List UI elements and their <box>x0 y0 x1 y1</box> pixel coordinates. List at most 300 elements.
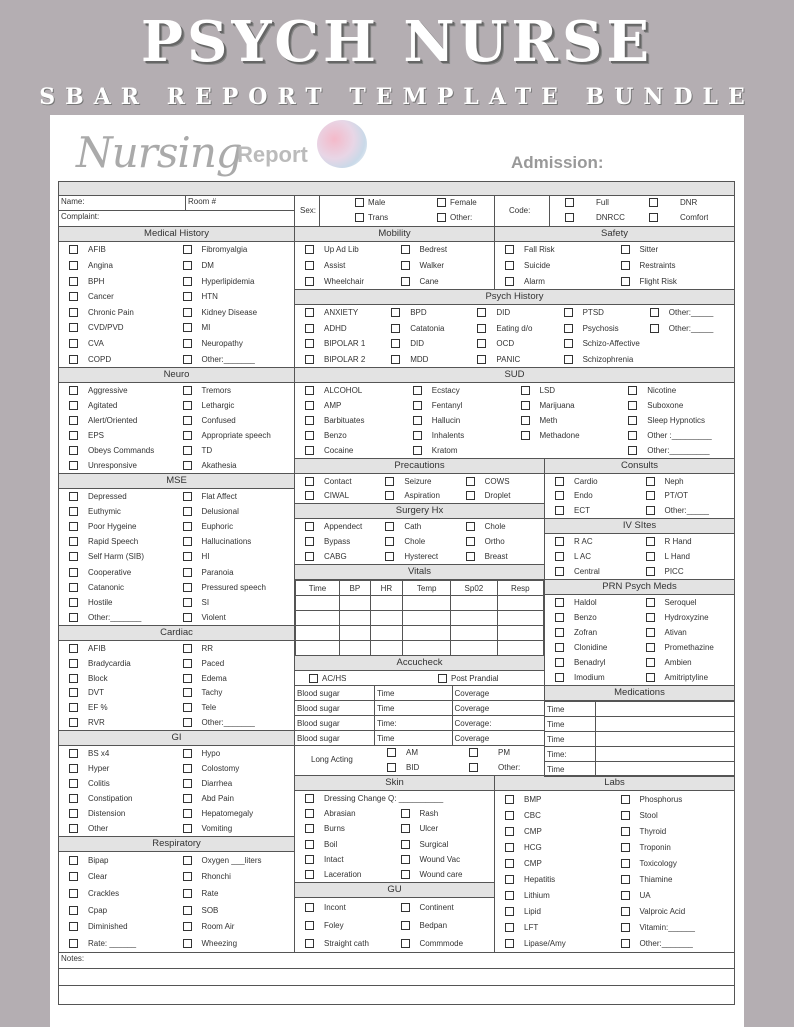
checkbox-item[interactable] <box>177 656 291 671</box>
checkbox-item[interactable] <box>299 852 395 867</box>
checkbox[interactable] <box>305 416 314 425</box>
checkbox-item[interactable] <box>177 413 291 428</box>
blood-sugar-cell[interactable]: Time <box>375 731 453 746</box>
checkbox[interactable] <box>555 552 564 561</box>
checkbox-item[interactable] <box>615 888 731 904</box>
checkbox-item[interactable] <box>640 474 731 489</box>
long-acting-bid[interactable] <box>387 763 419 772</box>
checkbox-item[interactable] <box>63 398 177 413</box>
checkbox-item[interactable] <box>177 565 291 580</box>
checkbox-item[interactable] <box>615 258 731 274</box>
checkbox[interactable] <box>183 598 192 607</box>
checkbox-item[interactable] <box>640 625 731 640</box>
checkbox[interactable] <box>555 643 564 652</box>
checkbox-item[interactable] <box>177 685 291 700</box>
blood-sugar-cell[interactable]: Blood sugar <box>295 716 375 731</box>
checkbox-item[interactable] <box>515 383 623 398</box>
checkbox-item[interactable] <box>558 321 644 337</box>
checkbox-item[interactable] <box>63 305 177 321</box>
checkbox[interactable] <box>183 492 192 501</box>
checkbox[interactable] <box>69 703 78 712</box>
checkbox-item[interactable] <box>299 489 379 504</box>
checkbox[interactable] <box>565 213 574 222</box>
checkbox[interactable] <box>564 324 573 333</box>
checkbox[interactable] <box>628 431 637 440</box>
checkbox[interactable] <box>621 245 630 254</box>
vitals-cell[interactable] <box>296 611 340 626</box>
checkbox[interactable] <box>646 537 655 546</box>
checkbox-item[interactable] <box>63 806 177 821</box>
code-dnrcc[interactable] <box>565 213 625 222</box>
checkbox-item[interactable] <box>640 670 731 685</box>
checkbox[interactable] <box>305 477 314 486</box>
checkbox[interactable] <box>477 355 486 364</box>
checkbox[interactable] <box>69 872 78 881</box>
checkbox[interactable] <box>649 213 658 222</box>
medication-time[interactable]: Time <box>545 732 596 747</box>
checkbox[interactable] <box>69 507 78 516</box>
sex-other[interactable] <box>437 213 472 222</box>
blood-sugar-cell[interactable]: Blood sugar <box>295 731 375 746</box>
checkbox-item[interactable] <box>177 320 291 336</box>
checkbox-item[interactable] <box>63 428 177 443</box>
checkbox-item[interactable] <box>299 867 395 882</box>
checkbox-item[interactable] <box>395 916 491 934</box>
checkbox[interactable] <box>69 492 78 501</box>
checkbox[interactable] <box>466 552 475 561</box>
checkbox[interactable] <box>437 198 446 207</box>
checkbox-item[interactable] <box>177 610 291 625</box>
checkbox[interactable] <box>69 749 78 758</box>
checkbox[interactable] <box>183 386 192 395</box>
checkbox[interactable] <box>391 339 400 348</box>
checkbox-item[interactable] <box>499 258 615 274</box>
checkbox-item[interactable] <box>640 655 731 670</box>
checkbox-item[interactable] <box>385 352 471 368</box>
checkbox[interactable] <box>466 537 475 546</box>
checkbox[interactable] <box>305 794 314 803</box>
checkbox[interactable] <box>385 537 394 546</box>
code-full[interactable] <box>565 198 609 207</box>
notes-field[interactable] <box>58 952 735 969</box>
long-acting-am[interactable] <box>387 748 418 757</box>
checkbox-item[interactable] <box>63 458 177 473</box>
checkbox[interactable] <box>505 939 514 948</box>
sex-female[interactable] <box>437 198 477 207</box>
checkbox[interactable] <box>505 907 514 916</box>
checkbox[interactable] <box>309 674 318 683</box>
vitals-cell[interactable] <box>403 626 451 641</box>
checkbox-item[interactable] <box>63 821 177 836</box>
checkbox-item[interactable] <box>299 352 385 368</box>
checkbox[interactable] <box>69 809 78 818</box>
checkbox-item[interactable] <box>640 489 731 504</box>
checkbox-item[interactable] <box>299 806 395 821</box>
checkbox[interactable] <box>628 416 637 425</box>
checkbox[interactable] <box>69 552 78 561</box>
checkbox-item[interactable] <box>299 273 395 289</box>
checkbox-item[interactable] <box>299 916 395 934</box>
checkbox[interactable] <box>183 401 192 410</box>
checkbox-item[interactable] <box>177 549 291 564</box>
checkbox[interactable] <box>413 401 422 410</box>
checkbox[interactable] <box>385 522 394 531</box>
checkbox-item[interactable] <box>177 869 291 886</box>
checkbox-item[interactable] <box>177 885 291 902</box>
blood-sugar-cell[interactable]: Time <box>375 686 453 701</box>
checkbox[interactable] <box>401 245 410 254</box>
checkbox-item[interactable] <box>63 504 177 519</box>
checkbox[interactable] <box>401 903 410 912</box>
checkbox[interactable] <box>305 824 314 833</box>
checkbox-item[interactable] <box>299 549 379 564</box>
checkbox-item[interactable] <box>177 504 291 519</box>
checkbox-item[interactable] <box>63 489 177 504</box>
checkbox[interactable] <box>505 795 514 804</box>
vitals-cell[interactable] <box>451 641 497 656</box>
medication-time[interactable]: Time <box>545 717 596 732</box>
checkbox[interactable] <box>466 491 475 500</box>
checkbox[interactable] <box>183 416 192 425</box>
checkbox[interactable] <box>355 198 364 207</box>
checkbox[interactable] <box>305 491 314 500</box>
code-comfort[interactable] <box>649 213 708 222</box>
checkbox-item[interactable] <box>177 534 291 549</box>
accucheck-achs[interactable] <box>309 674 346 683</box>
checkbox-item[interactable] <box>471 352 557 368</box>
checkbox[interactable] <box>505 891 514 900</box>
checkbox[interactable] <box>477 324 486 333</box>
checkbox[interactable] <box>305 401 314 410</box>
checkbox[interactable] <box>183 292 192 301</box>
checkbox-item[interactable] <box>63 413 177 428</box>
checkbox-item[interactable] <box>299 821 395 836</box>
checkbox[interactable] <box>646 598 655 607</box>
checkbox[interactable] <box>69 659 78 668</box>
checkbox-item[interactable] <box>640 640 731 655</box>
checkbox[interactable] <box>646 613 655 622</box>
checkbox[interactable] <box>555 491 564 500</box>
checkbox-item[interactable] <box>63 715 177 730</box>
checkbox[interactable] <box>183 522 192 531</box>
checkbox-item[interactable] <box>177 458 291 473</box>
checkbox[interactable] <box>628 386 637 395</box>
checkbox[interactable] <box>385 552 394 561</box>
checkbox-item[interactable] <box>622 428 730 443</box>
checkbox-item[interactable] <box>499 904 615 920</box>
checkbox[interactable] <box>69 718 78 727</box>
checkbox-item[interactable] <box>549 474 640 489</box>
checkbox[interactable] <box>621 811 630 820</box>
checkbox-item[interactable] <box>549 489 640 504</box>
checkbox[interactable] <box>183 764 192 773</box>
checkbox[interactable] <box>69 431 78 440</box>
vitals-cell[interactable] <box>340 641 371 656</box>
checkbox-item[interactable] <box>471 336 557 352</box>
checkbox[interactable] <box>69 461 78 470</box>
checkbox-item[interactable] <box>299 898 395 916</box>
checkbox[interactable] <box>305 277 314 286</box>
checkbox[interactable] <box>401 939 410 948</box>
checkbox[interactable] <box>183 703 192 712</box>
checkbox-item[interactable] <box>63 852 177 869</box>
checkbox-item[interactable] <box>615 920 731 936</box>
checkbox[interactable] <box>650 308 659 317</box>
checkbox-item[interactable] <box>549 610 640 625</box>
checkbox-item[interactable] <box>549 549 640 564</box>
blood-sugar-cell[interactable]: Blood sugar <box>295 686 375 701</box>
checkbox[interactable] <box>477 308 486 317</box>
checkbox[interactable] <box>469 763 478 772</box>
checkbox-item[interactable] <box>395 258 491 274</box>
checkbox[interactable] <box>183 277 192 286</box>
vitals-cell[interactable] <box>370 626 402 641</box>
checkbox[interactable] <box>646 673 655 682</box>
checkbox[interactable] <box>621 859 630 868</box>
checkbox-item[interactable] <box>177 700 291 715</box>
checkbox[interactable] <box>621 939 630 948</box>
checkbox[interactable] <box>646 567 655 576</box>
checkbox[interactable] <box>305 870 314 879</box>
checkbox[interactable] <box>437 213 446 222</box>
checkbox[interactable] <box>183 906 192 915</box>
checkbox[interactable] <box>477 339 486 348</box>
checkbox[interactable] <box>628 446 637 455</box>
checkbox-item[interactable] <box>615 242 731 258</box>
checkbox-item[interactable] <box>63 641 177 656</box>
checkbox[interactable] <box>305 855 314 864</box>
checkbox[interactable] <box>183 552 192 561</box>
vitals-cell[interactable] <box>296 596 340 611</box>
checkbox[interactable] <box>650 324 659 333</box>
checkbox[interactable] <box>387 748 396 757</box>
checkbox[interactable] <box>555 613 564 622</box>
checkbox[interactable] <box>183 461 192 470</box>
checkbox[interactable] <box>69 522 78 531</box>
checkbox[interactable] <box>69 583 78 592</box>
checkbox[interactable] <box>69 446 78 455</box>
vitals-cell[interactable] <box>451 626 497 641</box>
checkbox[interactable] <box>305 939 314 948</box>
checkbox-item[interactable] <box>299 383 407 398</box>
checkbox[interactable] <box>69 939 78 948</box>
checkbox[interactable] <box>69 416 78 425</box>
checkbox[interactable] <box>305 339 314 348</box>
checkbox[interactable] <box>183 674 192 683</box>
checkbox[interactable] <box>305 308 314 317</box>
checkbox-item[interactable] <box>615 855 731 871</box>
vitals-cell[interactable] <box>370 611 402 626</box>
checkbox-item[interactable] <box>407 428 515 443</box>
checkbox[interactable] <box>401 855 410 864</box>
checkbox-item[interactable] <box>299 534 379 549</box>
checkbox-item[interactable] <box>63 289 177 305</box>
checkbox-item[interactable] <box>615 807 731 823</box>
checkbox-item[interactable] <box>63 258 177 274</box>
code-dnr[interactable] <box>649 198 697 207</box>
checkbox-item[interactable] <box>177 919 291 936</box>
checkbox[interactable] <box>69 856 78 865</box>
checkbox[interactable] <box>183 779 192 788</box>
checkbox[interactable] <box>183 583 192 592</box>
checkbox-item[interactable] <box>615 839 731 855</box>
checkbox-item[interactable] <box>299 305 385 321</box>
checkbox-item[interactable] <box>63 580 177 595</box>
medication-name[interactable] <box>596 732 735 747</box>
checkbox[interactable] <box>646 643 655 652</box>
checkbox-item[interactable] <box>177 242 291 258</box>
checkbox-item[interactable] <box>499 839 615 855</box>
checkbox-item[interactable] <box>515 398 623 413</box>
checkbox-item[interactable] <box>407 413 515 428</box>
checkbox[interactable] <box>387 763 396 772</box>
checkbox-item[interactable] <box>385 305 471 321</box>
checkbox-item[interactable] <box>499 273 615 289</box>
checkbox-item[interactable] <box>63 565 177 580</box>
complaint-field[interactable] <box>58 210 295 227</box>
checkbox-item[interactable] <box>299 336 385 352</box>
checkbox-item[interactable] <box>63 791 177 806</box>
checkbox-item[interactable] <box>299 258 395 274</box>
checkbox-item[interactable] <box>460 474 540 489</box>
medication-name[interactable] <box>596 702 735 717</box>
checkbox-item[interactable] <box>379 519 459 534</box>
checkbox-item[interactable] <box>640 534 731 549</box>
checkbox[interactable] <box>646 491 655 500</box>
checkbox-item[interactable] <box>299 837 395 852</box>
checkbox-item[interactable] <box>177 351 291 367</box>
checkbox-item[interactable] <box>499 242 615 258</box>
checkbox[interactable] <box>69 613 78 622</box>
checkbox-item[interactable] <box>177 776 291 791</box>
checkbox-item[interactable] <box>63 351 177 367</box>
accucheck-post-prandial[interactable] <box>438 674 499 683</box>
checkbox-item[interactable] <box>63 671 177 686</box>
checkbox-item[interactable] <box>177 273 291 289</box>
checkbox-item[interactable] <box>63 336 177 352</box>
checkbox[interactable] <box>305 552 314 561</box>
vitals-cell[interactable] <box>497 611 543 626</box>
vitals-cell[interactable] <box>451 596 497 611</box>
checkbox[interactable] <box>401 921 410 930</box>
checkbox-item[interactable] <box>558 352 644 368</box>
checkbox[interactable] <box>565 198 574 207</box>
checkbox[interactable] <box>69 292 78 301</box>
checkbox-item[interactable] <box>395 867 491 882</box>
checkbox[interactable] <box>521 431 530 440</box>
checkbox[interactable] <box>401 809 410 818</box>
checkbox[interactable] <box>413 446 422 455</box>
checkbox-item[interactable] <box>622 413 730 428</box>
checkbox-item[interactable] <box>385 336 471 352</box>
checkbox-item[interactable] <box>499 823 615 839</box>
checkbox-item[interactable] <box>379 489 459 504</box>
checkbox[interactable] <box>505 923 514 932</box>
checkbox-item[interactable] <box>615 904 731 920</box>
checkbox-item[interactable] <box>622 383 730 398</box>
checkbox-item[interactable] <box>615 936 731 952</box>
checkbox[interactable] <box>385 477 394 486</box>
checkbox-item[interactable] <box>499 791 615 807</box>
checkbox[interactable] <box>391 355 400 364</box>
medication-name[interactable] <box>596 747 735 762</box>
checkbox-item[interactable] <box>515 413 623 428</box>
checkbox[interactable] <box>521 386 530 395</box>
checkbox[interactable] <box>555 598 564 607</box>
checkbox[interactable] <box>69 355 78 364</box>
checkbox-item[interactable] <box>63 746 177 761</box>
checkbox-item[interactable] <box>177 595 291 610</box>
checkbox-item[interactable] <box>63 610 177 625</box>
checkbox-item[interactable] <box>177 443 291 458</box>
checkbox[interactable] <box>183 355 192 364</box>
checkbox-item[interactable] <box>460 549 540 564</box>
checkbox[interactable] <box>183 261 192 270</box>
checkbox-item[interactable] <box>615 273 731 289</box>
checkbox-item[interactable] <box>177 641 291 656</box>
checkbox[interactable] <box>69 401 78 410</box>
checkbox-item[interactable] <box>299 321 385 337</box>
vitals-cell[interactable] <box>370 641 402 656</box>
checkbox[interactable] <box>305 522 314 531</box>
checkbox-item[interactable] <box>63 443 177 458</box>
checkbox-item[interactable] <box>177 428 291 443</box>
checkbox[interactable] <box>401 277 410 286</box>
checkbox[interactable] <box>649 198 658 207</box>
checkbox-item[interactable] <box>177 671 291 686</box>
medication-time[interactable]: Time <box>545 762 596 777</box>
checkbox[interactable] <box>69 598 78 607</box>
checkbox[interactable] <box>69 644 78 653</box>
checkbox-item[interactable] <box>177 715 291 730</box>
checkbox[interactable] <box>69 261 78 270</box>
checkbox-item[interactable] <box>299 413 407 428</box>
checkbox[interactable] <box>183 872 192 881</box>
checkbox-item[interactable] <box>622 443 730 458</box>
checkbox[interactable] <box>183 644 192 653</box>
checkbox[interactable] <box>183 537 192 546</box>
checkbox[interactable] <box>183 659 192 668</box>
checkbox-item[interactable] <box>63 534 177 549</box>
checkbox-item[interactable] <box>640 564 731 579</box>
checkbox-item[interactable] <box>615 791 731 807</box>
checkbox-item[interactable] <box>622 398 730 413</box>
checkbox-item[interactable] <box>177 746 291 761</box>
checkbox-item[interactable] <box>615 872 731 888</box>
vitals-cell[interactable] <box>340 626 371 641</box>
checkbox-item[interactable] <box>299 242 395 258</box>
checkbox[interactable] <box>438 674 447 683</box>
blood-sugar-cell[interactable]: Coverage: <box>452 716 545 731</box>
checkbox-item[interactable] <box>63 935 177 952</box>
checkbox[interactable] <box>183 568 192 577</box>
checkbox[interactable] <box>401 870 410 879</box>
blood-sugar-cell[interactable]: Coverage <box>452 731 545 746</box>
checkbox-item[interactable] <box>549 595 640 610</box>
checkbox-item[interactable] <box>471 321 557 337</box>
vitals-cell[interactable] <box>340 596 371 611</box>
checkbox-item[interactable] <box>499 807 615 823</box>
vitals-cell[interactable] <box>497 596 543 611</box>
checkbox-item[interactable] <box>549 625 640 640</box>
checkbox-item[interactable] <box>558 336 644 352</box>
checkbox[interactable] <box>305 245 314 254</box>
checkbox-item[interactable] <box>177 902 291 919</box>
checkbox-item[interactable] <box>177 761 291 776</box>
checkbox-item[interactable] <box>499 920 615 936</box>
checkbox-item[interactable] <box>63 320 177 336</box>
checkbox[interactable] <box>69 568 78 577</box>
